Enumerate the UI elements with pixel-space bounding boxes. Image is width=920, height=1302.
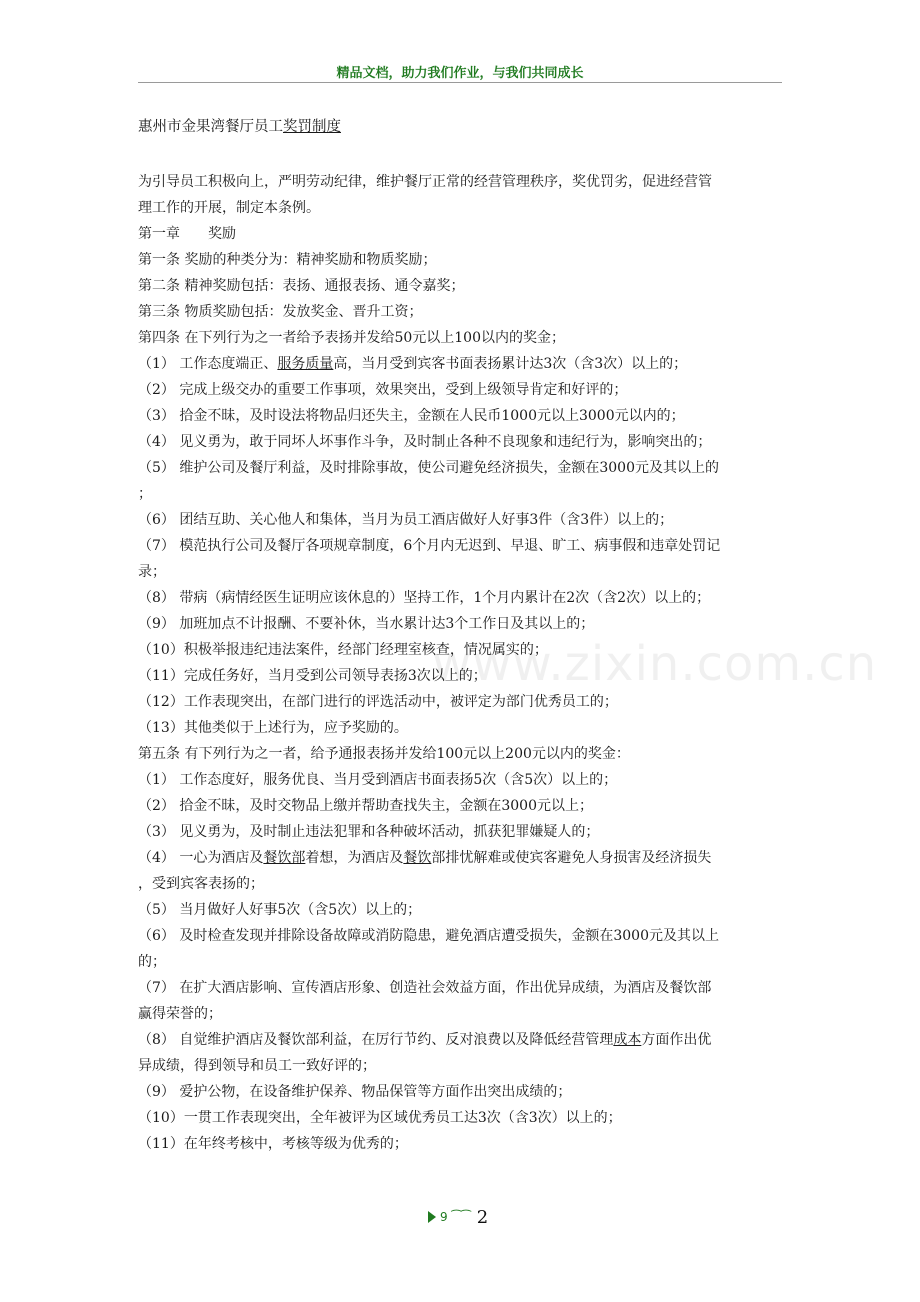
title-link[interactable]: 奖罚制度 <box>283 119 341 135</box>
art4-item-6: （6） 团结互助、关心他人和集体，当月为员工酒店做好人好事3件（含3件）以上的； <box>138 512 674 528</box>
art5-item-8 <box>138 1027 778 1053</box>
art5-item-9: （9） 爱护公物，在设备维护保养、物品保管等方面作出突出成绩的； <box>138 1084 572 1100</box>
chapter-heading: 第一章 奖励 <box>138 226 236 242</box>
art4-item-4: （4） 见义勇为，敢于同坏人坏事作斗争，及时制止各种不良现象和违纪行为，影响突出的； <box>138 434 712 450</box>
art4-item-1-post: 高，当月受到宾客书面表扬累计达3次（含3次）以上的； <box>333 356 688 372</box>
art4-item-10: （10）积极举报违纪违法案件，经部门经理室核查，情况属实的； <box>138 642 548 658</box>
art5-item-4-part3: 部排忧解难或使宾客避免人身损害及经济损失 <box>431 850 712 866</box>
service-quality-link[interactable]: 服务质量 <box>277 356 334 372</box>
article-5: 第五条 有下列行为之一者，给予通报表扬并发给100元以上200元以内的奖金： <box>138 746 630 762</box>
art5-item-11: （11）在年终考核中，考核等级为优秀的； <box>138 1136 408 1152</box>
page-footer <box>428 1205 488 1229</box>
art4-item-7-cont: 录； <box>138 564 166 580</box>
header-title: 精品文档，助力我们作业，与我们共同成长 <box>336 66 584 81</box>
article-1: 第一条 奖励的种类分为：精神奖励和物质奖励； <box>138 252 437 268</box>
cost-link[interactable]: 成本 <box>613 1032 642 1048</box>
intro-line-1: 为引导员工积极向上，严明劳动纪律，维护餐厅正常的经营管理秩序，奖优罚劣，促进经营管 <box>138 174 712 190</box>
art4-item-9: （9） 加班加点不计报酬、不要补休，当水累计达3个工作日及其以上的； <box>138 616 595 632</box>
intro-line-2: 理工作的开展，制定本条例。 <box>138 200 320 216</box>
art4-item-7: （7） 模范执行公司及餐厅各项规章制度，6个月内无迟到、早退、旷工、病事假和违章处罚记 <box>138 538 721 554</box>
art5-item-2: （2） 拾金不昧，及时交物品上缴并帮助查找失主，金额在3000元以上； <box>138 798 593 814</box>
article-4: 第四条 在下列行为之一者给予表扬并发给50元以上100以内的奖金； <box>138 330 565 346</box>
article-3: 第三条 物质奖励包括：发放奖金、晋升工资； <box>138 304 423 320</box>
art5-item-8-pre: （8） 自觉维护酒店及餐饮部利益，在厉行节约、反对浪费以及降低经营管理 <box>138 1032 614 1048</box>
art4-item-2: （2） 完成上级交办的重要工作事项，效果突出，受到上级领导肯定和好评的； <box>138 382 628 398</box>
art4-item-13: （13）其他类似于上述行为，应予奖励的。 <box>138 720 408 736</box>
art5-item-5: （5） 当月做好人好事5次（含5次）以上的； <box>138 902 422 918</box>
art5-item-6-cont: 的； <box>138 954 166 970</box>
art5-item-10: （10）一贯工作表现突出，全年被评为区域优秀员工达3次（含3次）以上的； <box>138 1110 622 1126</box>
art4-item-8: （8） 带病（病情经医生证明应该休息的）坚持工作，1个月内累计在2次（含2次）以上的； <box>138 590 711 606</box>
article-2: 第二条 精神奖励包括：表扬、通报表扬、通令嘉奖； <box>138 278 465 294</box>
art5-item-3: （3） 见义勇为，及时制止违法犯罪和各种破坏活动，抓获犯罪嫌疑人的； <box>138 824 600 840</box>
page-number: 2 <box>476 1206 489 1228</box>
art5-item-7: （7） 在扩大酒店影响、宣传酒店形象、创造社会效益方面，作出优异成绩，为酒店及餐饮部 <box>138 980 712 996</box>
document-body <box>138 169 778 1157</box>
header-divider <box>138 82 782 83</box>
art5-item-8-post: 方面作出优 <box>641 1032 712 1048</box>
art5-item-4-part1: （4） 一心为酒店及 <box>138 850 264 866</box>
art4-item-1 <box>138 351 778 377</box>
footer-mark: 9 ⁀⁀ <box>440 1210 471 1224</box>
art4-item-1-pre: （1） 工作态度端正、 <box>138 356 278 372</box>
art5-item-1: （1） 工作态度好，服务优良、当月受到酒店书面表扬5次（含5次）以上的； <box>138 772 618 788</box>
art5-item-4 <box>138 845 778 871</box>
catering-link[interactable]: 餐饮 <box>403 850 432 866</box>
catering-dept-link[interactable]: 餐饮部 <box>263 850 306 866</box>
document-title <box>138 117 341 137</box>
art4-item-5: （5） 维护公司及餐厅利益，及时排除事故，使公司避免经济损失，金额在3000元及其以上的 <box>138 460 719 476</box>
art4-item-11: （11）完成任务好，当月受到公司领导表扬3次以上的； <box>138 668 487 684</box>
art5-item-4-cont: ，受到宾客表扬的； <box>138 876 264 892</box>
art4-item-3: （3） 拾金不昧，及时设法将物品归还失主，金额在人民币1000元以上3000元以内的； <box>138 408 685 424</box>
art5-item-6: （6） 及时检查发现并排除设备故障或消防隐患，避免酒店遭受损失，金额在3000元及其以上 <box>138 928 719 944</box>
watermark: www.zixin.com.cn <box>432 636 878 692</box>
title-prefix: 惠州市金果湾餐厅员工 <box>138 119 283 135</box>
art4-item-12: （12）工作表现突出，在部门进行的评选活动中，被评定为部门优秀员工的； <box>138 694 618 710</box>
art5-item-7-cont: 赢得荣誉的； <box>138 1006 222 1022</box>
play-arrow-icon <box>428 1211 436 1223</box>
art5-item-4-part2: 着想，为酒店及 <box>305 850 404 866</box>
art4-item-5-cont: ； <box>138 486 152 502</box>
art5-item-8-cont: 异成绩，得到领导和员工一致好评的； <box>138 1058 376 1074</box>
